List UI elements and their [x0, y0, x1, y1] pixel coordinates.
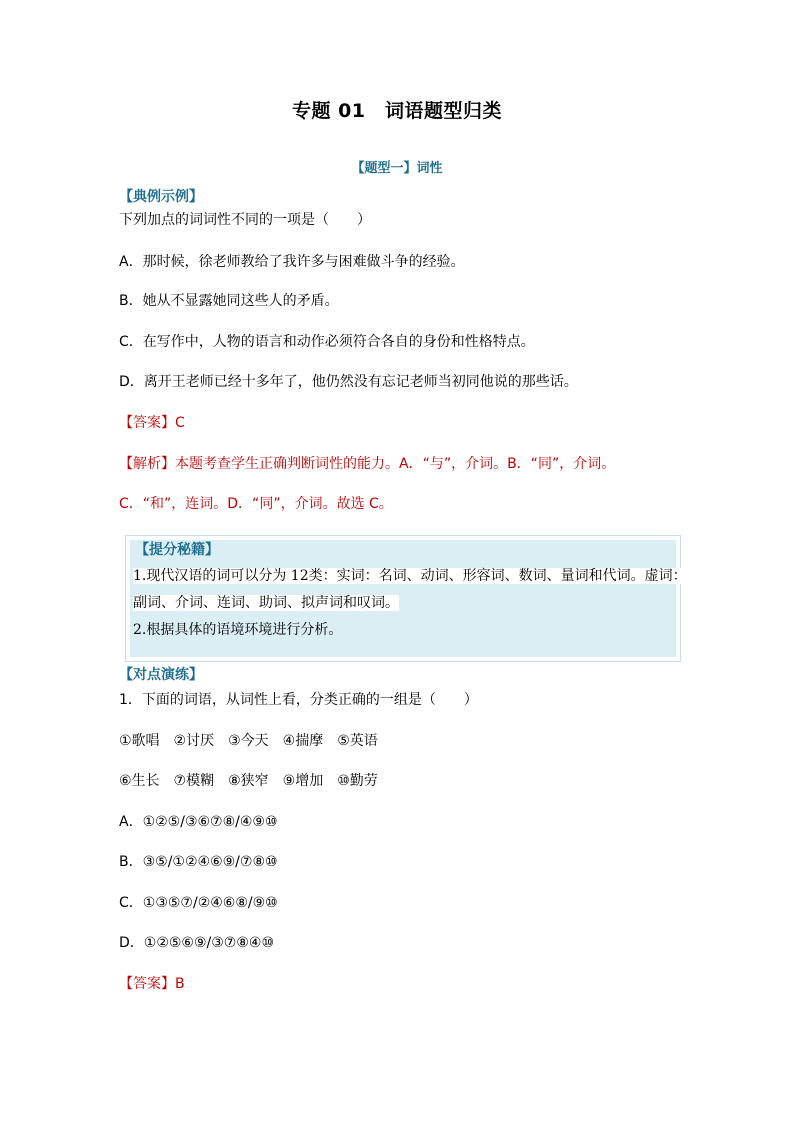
example-header: 【典例示例】 — [119, 189, 203, 205]
words-row-1: ①歌唱 ②讨厌 ③今天 ④揣摩 ⑤英语 — [119, 733, 378, 749]
tips-line-3: 2.根据具体的语境环境进行分析。 — [133, 622, 343, 638]
practice-option-c: C．①③⑤⑦/②④⑥⑧/⑨⑩ — [119, 895, 278, 911]
option-a: A．那时候，徐老师教给了我许多与困难做斗争的经验。 — [119, 254, 465, 270]
practice-option-b: B．③⑤/①②④⑥⑨/⑦⑧⑩ — [119, 854, 278, 870]
answer-line — [119, 413, 185, 433]
analysis-line-2: C．“和”，连词。D．“同”，介词。故选 C。 — [119, 496, 393, 512]
practice-option-d: D．①②⑤⑥⑨/③⑦⑧④⑩ — [119, 935, 275, 951]
practice-option-a: A．①②⑤/③⑥⑦⑧/④⑨⑩ — [119, 814, 278, 830]
answer-value: C — [175, 415, 185, 431]
tips-header: 【提分秘籍】 — [135, 542, 219, 558]
section-subtitle: 【题型一】词性 — [351, 161, 443, 176]
analysis-text-1: 本题考查学生正确判断词性的能力。A．“与”，介词。B．“同”，介词。 — [175, 456, 616, 472]
answer-label: 【答案】 — [119, 415, 175, 431]
practice-header: 【对点演练】 — [119, 667, 203, 683]
question-text: 下列加点的词词性不同的一项是（ ） — [119, 212, 371, 228]
practice-answer-value: B — [175, 976, 185, 992]
practice-question: 1．下面的词语，从词性上看，分类正确的一组是（ ） — [119, 692, 478, 708]
option-c: C．在写作中，人物的语言和动作必须符合各自的身份和性格特点。 — [119, 334, 535, 350]
practice-answer-line — [119, 974, 185, 994]
analysis-line-1 — [119, 454, 615, 474]
option-d: D．离开王老师已经十多年了，他仍然没有忘记老师当初同他说的那些话。 — [119, 374, 578, 390]
option-b: B．她从不显露她同这些人的矛盾。 — [119, 293, 339, 309]
tips-line-2-text: 副词、介词、连词、助词、拟声词和叹词。 — [133, 595, 399, 611]
document-title: 专题 01 词语题型归类 — [291, 100, 503, 122]
words-row-2: ⑥生长 ⑦模糊 ⑧狭窄 ⑨增加 ⑩勤劳 — [119, 773, 378, 789]
tips-line-1 — [133, 565, 687, 587]
tips-line-2 — [133, 592, 399, 614]
analysis-label: 【解析】 — [119, 456, 175, 472]
practice-answer-label: 【答案】 — [119, 976, 175, 992]
tips-line-1-text: 1.现代汉语的词可以分为 12类：实词：名词、动词、形容词、数词、量词和代词。虚词： — [133, 568, 687, 584]
